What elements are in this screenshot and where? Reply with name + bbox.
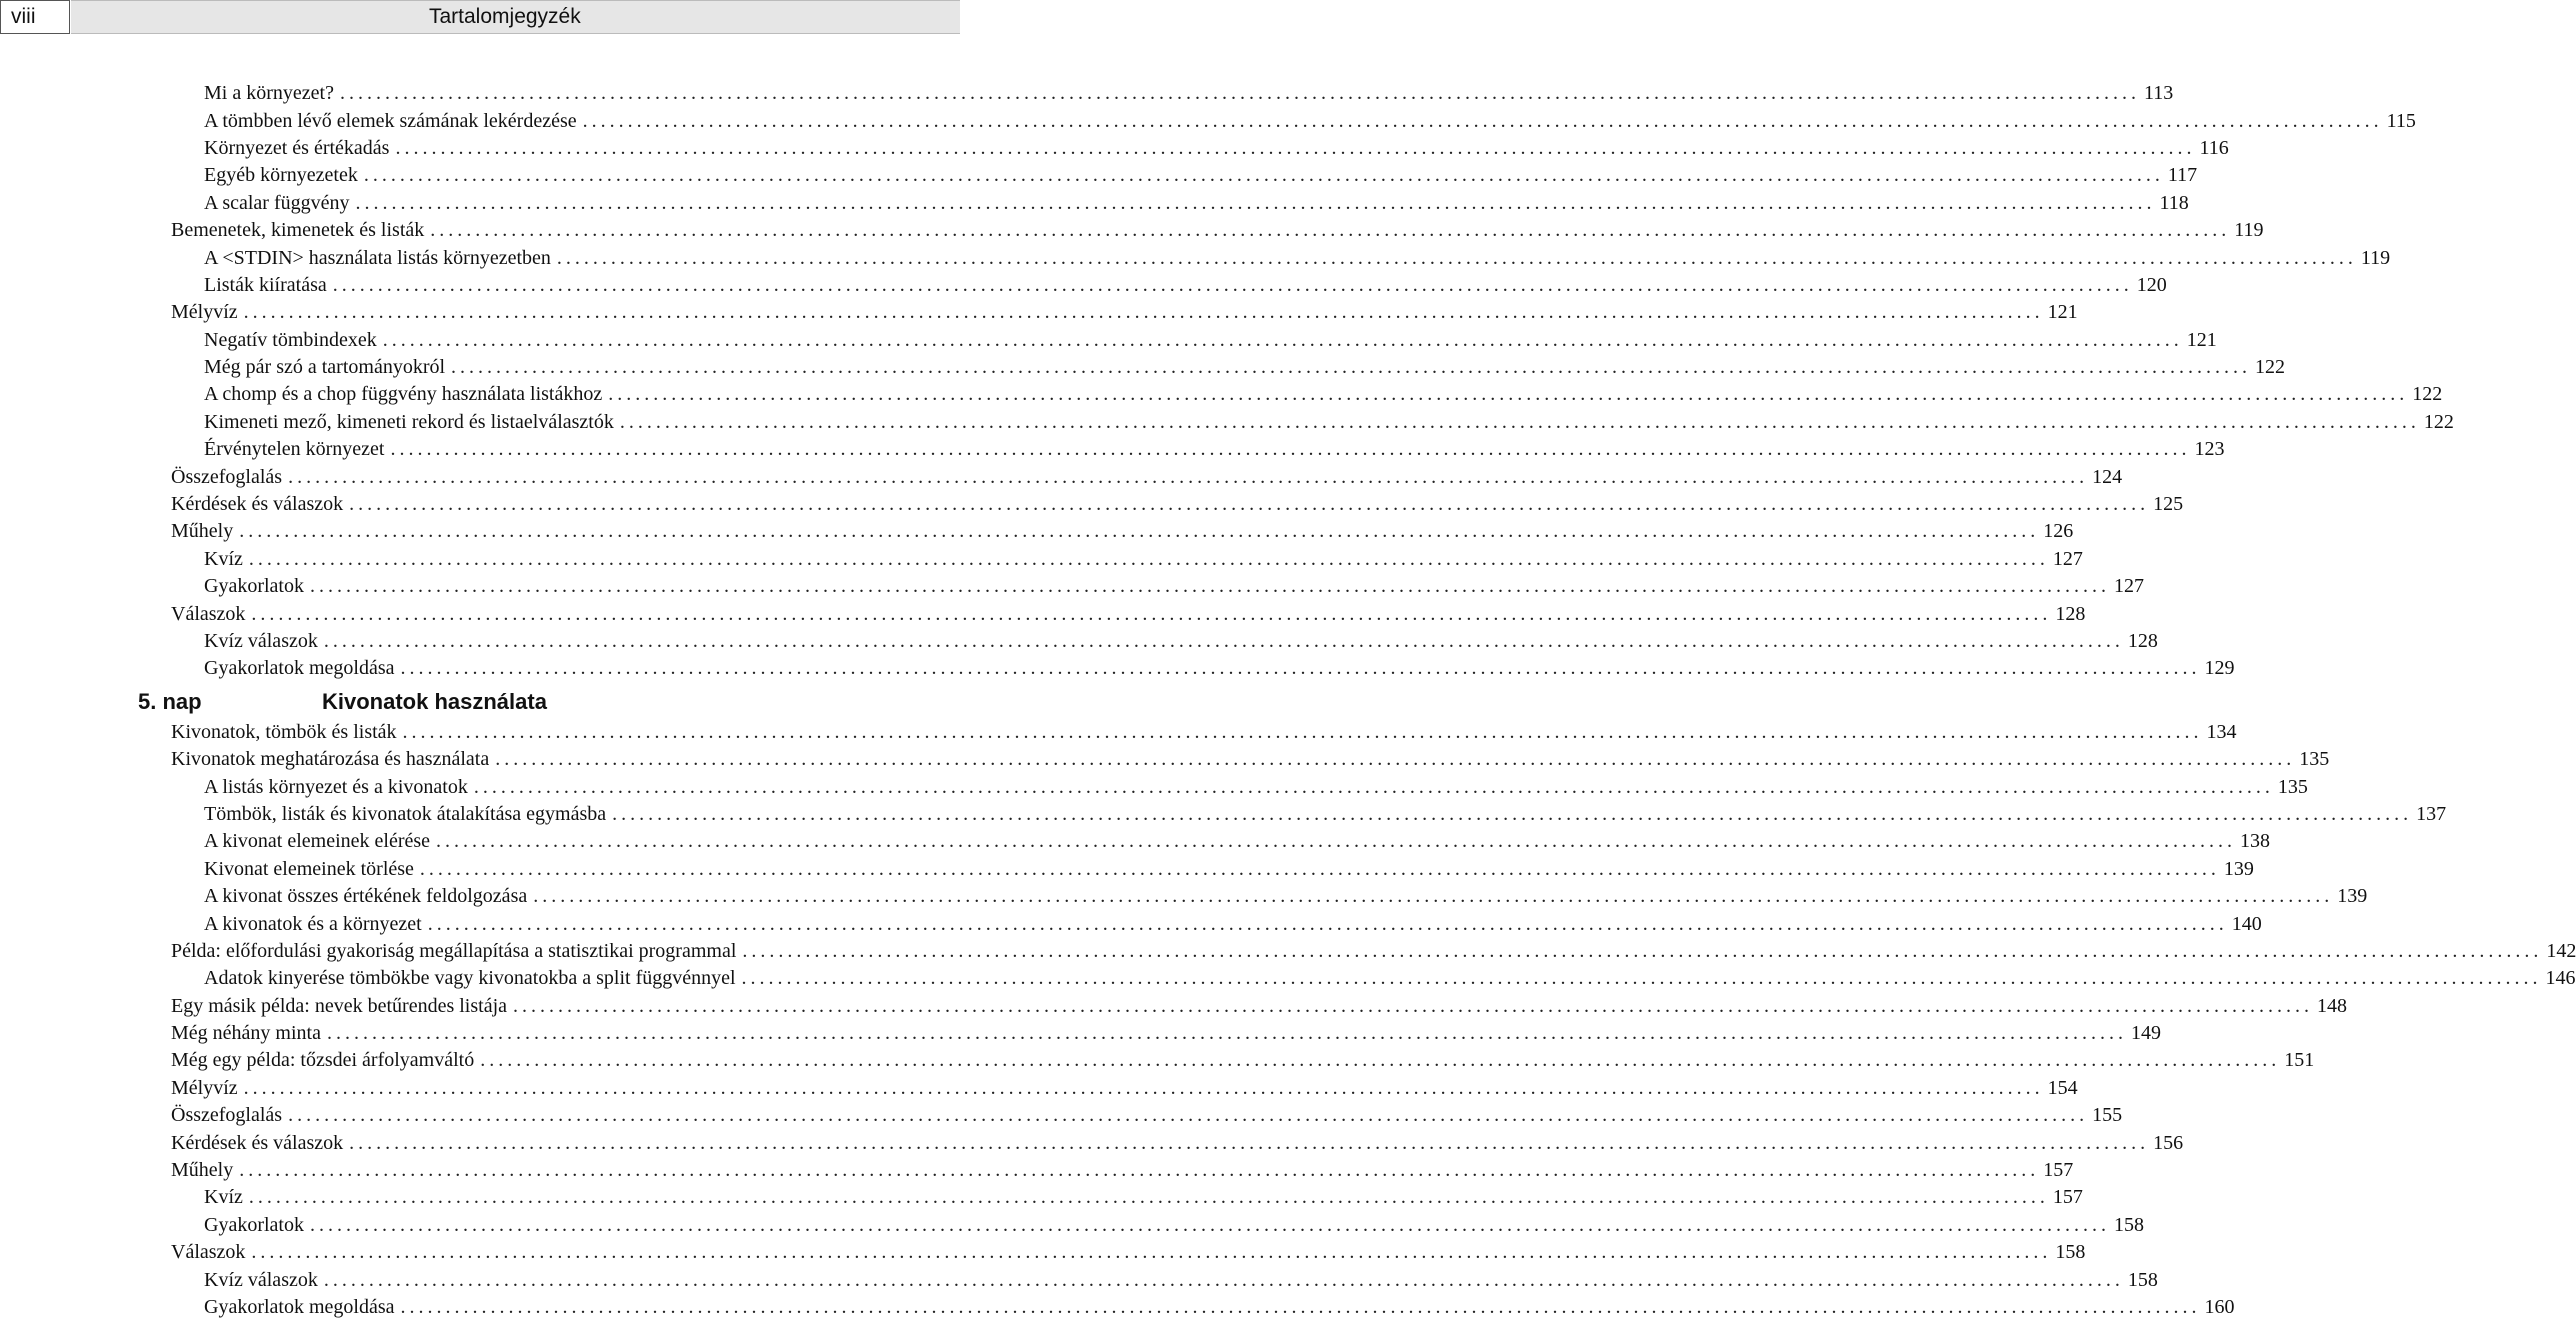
toc-entry-page: 123 (2194, 438, 2225, 461)
toc-entry-title: Még egy példa: tőzsdei árfolyamváltó (171, 1049, 475, 1072)
toc-entry-page: 121 (2186, 328, 2217, 351)
dot-leader: ........................................................................................................................................................................................................ (323, 1268, 2124, 1291)
toc-entry-title: Bemenetek, kimenetek és listák (171, 219, 425, 242)
toc-entry[interactable] (0, 272, 2167, 299)
toc-entry-title: A kivonat összes értékének feldolgozása (204, 885, 528, 908)
toc-entry-page: 129 (2204, 657, 2235, 680)
toc-entry-title: Kvíz (204, 547, 243, 570)
toc-entry[interactable] (0, 1157, 2074, 1184)
toc-entry-title: Gyakorlatok (204, 575, 304, 598)
toc-entry[interactable] (0, 80, 2174, 107)
dot-leader: ........................................................................................................................................................................................................ (288, 1104, 2089, 1127)
dot-leader: ........................................................................................................................................................................................................ (556, 246, 2357, 269)
toc-entry[interactable] (0, 828, 2271, 855)
toc-entry[interactable] (0, 773, 2308, 800)
toc-entry-page: 138 (2240, 830, 2271, 853)
toc-entry-page: 135 (2299, 748, 2330, 771)
toc-entry-page: 135 (2277, 775, 2308, 798)
toc-entry-title: Egy másik példa: nevek betűrendes listája (171, 994, 508, 1017)
dot-leader: ........................................................................................................................................................................................................ (309, 1213, 2110, 1236)
toc-entry-page: 124 (2092, 465, 2123, 488)
dot-leader: ........................................................................................................................................................................................................ (349, 493, 2150, 516)
dot-leader: ........................................................................................................................................................................................................ (390, 438, 2191, 461)
toc-entry-title: Érvénytelen környezet (204, 438, 385, 461)
dot-leader: ........................................................................................................................................................................................................ (243, 301, 2044, 324)
toc-entry[interactable] (0, 719, 2237, 746)
dot-leader: ........................................................................................................................................................................................................ (349, 1131, 2150, 1154)
toc-entry-title: Tömbök, listák és kivonatok átalakítása egymásba (204, 802, 607, 825)
toc-entry-title: Kérdések és válaszok (171, 1131, 344, 1154)
toc-entry-page: 149 (2130, 1022, 2161, 1045)
toc-entry-title: Példa: előfordulási gyakoriság megállapítása a statisztikai programmal (171, 939, 737, 962)
toc-entry-page: 148 (2317, 994, 2348, 1017)
toc-entry[interactable] (0, 162, 2198, 189)
toc-entry-title: Kivonatok, tömbök és listák (171, 720, 397, 743)
toc-entry[interactable] (0, 1075, 2078, 1102)
toc-entry[interactable] (0, 746, 2330, 773)
toc-entry-page: 160 (2204, 1295, 2235, 1318)
toc-entry-page: 139 (2223, 857, 2254, 880)
toc-entry[interactable] (0, 463, 2123, 490)
dot-leader: ........................................................................................................................................................................................................ (533, 885, 2334, 908)
chapter-number: 5. nap (138, 688, 202, 714)
toc-entry-page: 140 (2231, 912, 2262, 935)
dot-leader: ........................................................................................................................................................................................................ (363, 164, 2164, 187)
toc-entry[interactable] (0, 190, 2189, 217)
toc-entry-page: 157 (2052, 1186, 2083, 1209)
toc-entry[interactable] (0, 135, 2229, 162)
toc-entry-title: Negatív tömbindexek (204, 328, 377, 351)
toc-entry-title: Gyakorlatok (204, 1213, 304, 1236)
dot-leader: ........................................................................................................................................................................................................ (248, 1186, 2049, 1209)
dot-leader: ........................................................................................................................................................................................................ (248, 547, 2049, 570)
toc-entry-page: 119 (2360, 246, 2391, 269)
dot-leader: ........................................................................................................................................................................................................ (309, 575, 2110, 598)
toc-entry[interactable] (0, 628, 2158, 655)
toc-entry[interactable] (0, 107, 2416, 134)
toc-entry-title: A kivonat elemeinek elérése (204, 830, 431, 853)
toc-entry-page: 137 (2416, 802, 2447, 825)
toc-entry[interactable] (0, 546, 2083, 573)
toc-entry-page: 122 (2255, 356, 2286, 379)
dot-leader: ........................................................................................................................................................................................................ (239, 520, 2040, 543)
toc-entry[interactable] (0, 491, 2184, 518)
dot-leader: ........................................................................................................................................................................................................ (239, 1159, 2040, 1182)
toc-entry[interactable] (0, 381, 2443, 408)
dot-leader: ........................................................................................................................................................................................................ (582, 109, 2383, 132)
toc-entry-page: 127 (2113, 575, 2144, 598)
toc-entry-page: 122 (2423, 410, 2454, 433)
toc-entry[interactable] (0, 1020, 2161, 1047)
toc-entry-title: Kvíz válaszok (204, 630, 318, 652)
toc-entry-title: Listák kiíratása (204, 273, 327, 296)
toc-entry[interactable] (0, 1047, 2315, 1074)
toc-entry-page: 117 (2167, 164, 2198, 187)
toc-entry-page: 158 (2113, 1213, 2144, 1236)
dot-leader: ........................................................................................................................................................................................................ (742, 939, 2543, 962)
dot-leader: ........................................................................................................................................................................................................ (355, 191, 2156, 214)
toc-entry[interactable] (0, 1212, 2144, 1239)
toc-entry-title: Mélyvíz (171, 301, 238, 324)
toc-entry-page: 121 (2047, 301, 2078, 324)
toc-entry-title: A listás környezet és a kivonatok (204, 775, 468, 798)
toc-entry-title: Még néhány minta (171, 1022, 321, 1045)
toc-entry-page: 118 (2159, 191, 2189, 214)
dot-leader: ........................................................................................................................................................................................................ (608, 383, 2409, 406)
toc-entry-title: Gyakorlatok megoldása (204, 1295, 395, 1318)
dot-leader: ........................................................................................................................................................................................................ (339, 82, 2140, 105)
toc-entry-page: 127 (2052, 547, 2083, 570)
toc-entry-page: 158 (2127, 1268, 2158, 1291)
chapter-heading (0, 685, 960, 719)
toc-entry-page: 122 (2412, 383, 2443, 406)
toc-entry[interactable] (0, 1266, 2158, 1293)
toc-entry-page: 155 (2092, 1104, 2123, 1127)
dot-leader: ........................................................................................................................................................................................................ (619, 410, 2420, 433)
toc-entry[interactable] (0, 993, 2348, 1020)
toc-entry-title: Kvíz válaszok (204, 1268, 318, 1291)
running-title: Tartalomjegyzék (71, 0, 960, 34)
toc-entry[interactable] (0, 299, 2078, 326)
toc-entry-title: A chomp és a chop függvény használata listákhoz (204, 383, 603, 406)
toc-entry-page: 139 (2337, 885, 2368, 908)
toc-entry[interactable] (0, 354, 2286, 381)
dot-leader: ........................................................................................................................................................................................................ (400, 657, 2201, 680)
toc-entry-title: Kivonatok meghatározása és használata (171, 748, 490, 771)
toc-entry-title: A tömbben lévő elemek számának lekérdezése (204, 109, 577, 132)
dot-leader: ........................................................................................................................................................................................................ (326, 1022, 2127, 1045)
dot-leader: ........................................................................................................................................................................................................ (419, 857, 2220, 880)
dot-leader: ........................................................................................................................................................................................................ (243, 1076, 2044, 1099)
toc-entry[interactable] (0, 938, 2576, 965)
toc-entry-page: 154 (2047, 1076, 2078, 1099)
toc-entry-title: Mélyvíz (171, 1076, 238, 1099)
toc-entry-page: 125 (2153, 493, 2184, 516)
dot-leader: ........................................................................................................................................................................................................ (288, 465, 2089, 488)
toc-entry-title: Műhely (171, 1159, 234, 1182)
toc-entry[interactable] (0, 1102, 2123, 1129)
toc-entry-title: Válaszok (171, 1241, 246, 1264)
toc-entry-page: 134 (2206, 720, 2237, 743)
toc-entry[interactable] (0, 910, 2262, 937)
toc-entry[interactable] (0, 436, 2225, 463)
toc-entry-page: 158 (2055, 1241, 2086, 1264)
toc-entry[interactable] (0, 883, 2368, 910)
toc-entry-title: Adatok kinyerése tömbökbe vagy kivonatokba a split függvénnyel (204, 967, 736, 990)
toc-entry-page: 128 (2127, 630, 2158, 652)
toc-entry[interactable] (0, 217, 2264, 244)
page-header (0, 0, 960, 36)
toc-section-chapter-5 (0, 719, 2576, 1322)
dot-leader: ........................................................................................................................................................................................................ (513, 994, 2314, 1017)
toc-entry-title: Műhely (171, 520, 234, 543)
toc-entry-title: Kérdések és válaszok (171, 493, 344, 516)
toc-entry-title: Válaszok (171, 602, 246, 625)
toc-entry[interactable] (0, 655, 2235, 682)
toc-entry[interactable] (0, 801, 2447, 828)
toc-entry-title: Összefoglalás (171, 1104, 283, 1127)
toc-entry[interactable] (0, 856, 2254, 883)
toc-entry[interactable] (0, 327, 2217, 354)
toc-entry[interactable] (0, 1294, 2235, 1321)
dot-leader: ........................................................................................................................................................................................................ (400, 1295, 2201, 1318)
toc-entry-page: 128 (2055, 602, 2086, 625)
toc-entry[interactable] (0, 409, 2454, 436)
dot-leader: ........................................................................................................................................................................................................ (451, 356, 2252, 379)
dot-leader: ........................................................................................................................................................................................................ (402, 720, 2203, 743)
toc-section-previous-chapter (0, 80, 2454, 683)
dot-leader: ........................................................................................................................................................................................................ (427, 912, 2228, 935)
toc-entry-title: A <STDIN> használata listás környezetben (204, 246, 551, 269)
dot-leader: ........................................................................................................................................................................................................ (395, 136, 2196, 159)
toc-entry-title: Mi a környezet? (204, 82, 334, 105)
dot-leader: ........................................................................................................................................................................................................ (382, 328, 2183, 351)
dot-leader: ........................................................................................................................................................................................................ (332, 273, 2133, 296)
dot-leader: ........................................................................................................................................................................................................ (741, 967, 2542, 990)
dot-leader: ........................................................................................................................................................................................................ (251, 1241, 2052, 1264)
toc-entry-page: 157 (2043, 1159, 2074, 1182)
toc-entry-page: 115 (2386, 109, 2416, 132)
toc-entry[interactable] (0, 1239, 2086, 1266)
toc-entry[interactable] (0, 965, 2576, 992)
toc-entry[interactable] (0, 573, 2144, 600)
dot-leader: ........................................................................................................................................................................................................ (323, 630, 2124, 652)
toc-entry-page: 126 (2043, 520, 2074, 543)
dot-leader: ........................................................................................................................................................................................................ (436, 830, 2237, 853)
dot-leader: ........................................................................................................................................................................................................ (430, 219, 2231, 242)
dot-leader: ........................................................................................................................................................................................................ (251, 602, 2052, 625)
toc-entry-title: Kvíz (204, 1186, 243, 1209)
toc-entry[interactable] (0, 600, 2086, 627)
toc-entry-title: Egyéb környezetek (204, 164, 358, 187)
toc-entry[interactable] (0, 244, 2391, 271)
toc-entry-title: A scalar függvény (204, 191, 350, 214)
toc-entry[interactable] (0, 518, 2074, 545)
toc-entry-page: 119 (2234, 219, 2264, 242)
toc-entry-title: Gyakorlatok megoldása (204, 657, 395, 680)
toc-entry-title: Környezet és értékadás (204, 136, 390, 159)
toc-entry[interactable] (0, 1129, 2184, 1156)
toc-entry-page: 142 (2546, 939, 2576, 962)
toc-entry-title: Még pár szó a tartományokról (204, 356, 446, 379)
toc-entry-title: Kivonat elemeinek törlése (204, 857, 414, 880)
page-number: viii (0, 0, 70, 34)
toc-entry-title: Kimeneti mező, kimeneti rekord és listaelválasztók (204, 410, 614, 433)
toc-entry-page: 120 (2136, 273, 2167, 296)
toc-entry-title: Összefoglalás (171, 465, 283, 488)
toc-entry-page: 113 (2143, 82, 2174, 105)
toc-entry[interactable] (0, 1184, 2083, 1211)
toc-entry-page: 151 (2284, 1049, 2315, 1072)
dot-leader: ........................................................................................................................................................................................................ (473, 775, 2274, 798)
dot-leader: ........................................................................................................................................................................................................ (495, 748, 2296, 771)
toc-entry-page: 116 (2199, 136, 2229, 159)
dot-leader: ........................................................................................................................................................................................................ (480, 1049, 2281, 1072)
toc-entry-page: 156 (2153, 1131, 2184, 1154)
table-of-contents (0, 80, 2576, 1321)
dot-leader: ........................................................................................................................................................................................................ (612, 802, 2413, 825)
toc-entry-page: 146 (2545, 967, 2576, 990)
toc-entry-title: A kivonatok és a környezet (204, 912, 422, 935)
chapter-title: Kivonatok használata (322, 688, 547, 714)
